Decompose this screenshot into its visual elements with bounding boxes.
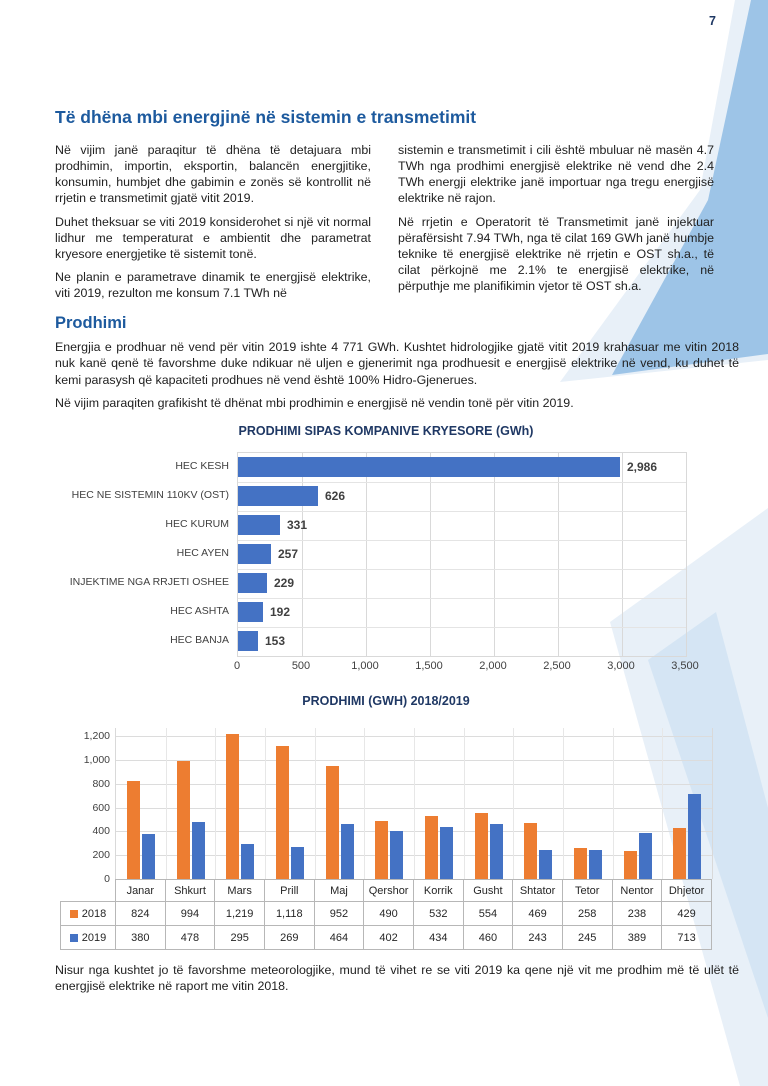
bar-2018 [673,828,686,879]
value-label: 153 [265,634,286,648]
subsection-title: Prodhimi [55,314,127,332]
closing-paragraph: Nisur nga kushtet jo të favorshme meteorologjike, mund të vihet re se viti 2019 ka qene një vit me prodhim më të ulët të energjisë elektrike në raport me vitin 2018. [55,963,739,994]
value-cell: 952 [314,902,364,926]
value-cell: 1,219 [215,902,265,926]
x-axis-tick-label: 0 [233,660,241,672]
companies-bar-chart [55,424,717,692]
bar-2019 [291,847,304,879]
x-axis-tick-label: 1,500 [415,660,443,672]
bar-2019 [688,794,701,879]
chart-title: PRODHIMI (GWH) 2018/2019 [302,694,470,708]
paragraph: Në vijim janë paraqitur të dhëna të detajuara mbi prodhimin, importin, eksportin, balancën energjitike, konsumin, humbjet dhe gabimin e zonës së kontrollit në rrjetin e transmetimit gjatë vitit 2019. [55,143,371,206]
legend-swatch-2019 [70,934,78,942]
bar-2018 [177,761,190,879]
value-cell: 295 [215,926,265,950]
y-axis-tick-label: 0 [104,873,110,885]
paragraph: Në vijim paraqiten grafikisht të dhënat mbi prodhimin e energjisë në vendin tonë për vitin 2019. [55,396,574,411]
table-row [61,926,712,950]
month-header-cell: Korrik [413,880,463,902]
bar-2018 [127,781,140,879]
paragraph: sistemin e transmetimit i cili është mbuluar në masën 4.7 TWh nga prodhimi energjisë elektrike në vend dhe 2.4 TWh energji elektrike janë importuar nga tregu energjisë elektrike në rajon. [398,143,714,206]
prodhimi-paragraphs [55,339,739,419]
gridline-vertical [166,728,167,879]
value-cell: 258 [562,902,612,926]
bar [238,486,318,506]
x-axis-tick-label: 3,000 [607,660,635,672]
y-axis-tick-label: 1,200 [83,730,110,742]
gridline-vertical [302,453,303,656]
bar-2018 [276,746,289,879]
y-axis-tick-label: 1,000 [83,753,110,766]
month-header-cell: Gusht [463,880,513,902]
gridline-vertical [662,728,663,879]
gridline-vertical [558,453,559,656]
y-axis-tick-label: 400 [92,825,110,838]
gridline-horizontal [238,627,686,628]
value-cell: 402 [364,926,414,950]
bar [238,544,271,564]
gridline-vertical [513,728,514,879]
gridline-vertical [622,453,623,656]
x-axis-tick-label: 2,500 [543,660,571,672]
x-axis [233,660,699,676]
month-header-cell: Nentor [612,880,662,902]
value-cell: 1,118 [264,902,314,926]
bar-2019 [241,844,254,879]
gridline-horizontal [238,598,686,599]
gridline-vertical [364,728,365,879]
bar-2019 [341,824,354,879]
gridline-horizontal [238,482,686,483]
table-row [61,902,712,926]
gridline-vertical [265,728,266,879]
x-axis-tick-label: 2,000 [479,660,507,672]
value-cell: 429 [662,902,712,926]
value-label: 331 [287,518,308,532]
month-header-cell: Shkurt [165,880,215,902]
text-column-left [55,142,371,308]
page-number: 7 [709,14,716,28]
table-header-row [61,880,712,902]
month-header-cell: Shtator [513,880,563,902]
value-cell: 460 [463,926,513,950]
section-title: Të dhëna mbi energjinë në sistemin e transmetimit [55,107,477,127]
value-cell: 994 [165,902,215,926]
value-cell: 478 [165,926,215,950]
value-cell: 389 [612,926,662,950]
bar-2018 [624,851,637,879]
category-axis [55,452,229,655]
gridline-vertical [366,453,367,656]
value-cell: 532 [413,902,463,926]
value-label: 626 [325,489,346,503]
gridline-vertical [414,728,415,879]
bar [238,573,267,593]
gridline-vertical [494,453,495,656]
paragraph: Ne planin e parametrave dinamik te energjisë elektrike, viti 2019, rezulton me konsum 7.1 TWh në [55,269,371,300]
bar-2018 [524,823,537,879]
bar-2019 [639,833,652,879]
legend-cell: 2019 [61,926,116,950]
monthly-production-chart [55,694,717,950]
bar [238,602,263,622]
bar-2019 [142,834,155,879]
gridline-vertical [430,453,431,656]
bar-2019 [539,850,552,879]
bar-2018 [226,734,239,879]
month-header-cell: Qershor [364,880,414,902]
value-label: 257 [278,547,299,561]
y-axis-tick-label: 600 [92,801,110,814]
intro-text-columns [55,142,715,308]
gridline-horizontal [238,569,686,570]
chart-title: PRODHIMI SIPAS KOMPANIVE KRYESORE (GWh) [238,424,534,438]
month-header-cell: Tetor [562,880,612,902]
month-header-cell: Mars [215,880,265,902]
paragraph: Energjia e prodhuar në vend për vitin 2019 ishte 4 771 GWh. Kushtet hidrologjike gjatë vitit 2019 krahasuar me vitin 2018 nuk kanë qenë të favorshme duke ndikuar në uljen e gjenerimit nga prodhuesit e energjisë elektrike në vend, ku duhet të kemi parasysh që kapaciteti prodhues në vend është 100% Hidro-Gjenerues. [55,340,739,387]
value-cell: 554 [463,902,513,926]
y-axis-tick-label: 800 [92,777,110,790]
category-label: HEC ASHTA [170,605,229,617]
legend-swatch-2018 [70,910,78,918]
value-cell: 713 [662,926,712,950]
gridline-vertical [215,728,216,879]
value-cell: 245 [562,926,612,950]
bar [238,631,258,651]
value-cell: 238 [612,902,662,926]
value-cell: 469 [513,902,563,926]
bar-2018 [326,766,339,879]
x-axis-tick-label: 500 [291,660,311,672]
category-label: INJEKTIME NGA RRJETI OSHEE [69,576,229,588]
bar-2019 [589,850,602,879]
text-column-right [398,142,714,308]
value-cell: 380 [116,926,166,950]
gridline-vertical [315,728,316,879]
month-header-cell: Dhjetor [662,880,712,902]
chart-body [55,452,717,692]
value-label: 192 [270,605,291,619]
plot-area [83,728,713,885]
y-axis-tick-label: 200 [92,849,110,862]
month-header-cell: Maj [314,880,364,902]
category-label: HEC KURUM [165,518,229,530]
category-label: HEC AYEN [176,547,229,559]
value-label: 2,986 [627,460,658,474]
legend-cell: 2018 [61,902,116,926]
gridline-vertical [464,728,465,879]
bar-2018 [375,821,388,879]
x-axis-tick-label: 3,500 [671,660,699,672]
table-corner-cell [61,880,116,902]
value-cell: 269 [264,926,314,950]
gridline-vertical [613,728,614,879]
category-label: HEC NE SISTEMIN 110KV (OST) [71,489,229,501]
bar [238,457,620,477]
category-label: HEC KESH [175,460,229,472]
bar-2018 [574,848,587,879]
bar-2019 [192,822,205,879]
value-cell: 434 [413,926,463,950]
value-cell: 464 [314,926,364,950]
value-cell: 490 [364,902,414,926]
category-label: HEC BANJA [170,634,229,646]
data-table [60,879,712,950]
bar-2019 [390,831,403,879]
value-label: 229 [274,576,295,590]
bar-2018 [425,816,438,879]
x-axis-tick-label: 1,000 [351,660,379,672]
paragraph: Në rrjetin e Operatorit të Transmetimit janë injektuar përafërsisht 7.94 TWh, nga të cilat 169 GWh janë humbje teknike të energjisë elektrike në rrjetin e OST sh.a., të cilat përkojnë me 2.1% te energjisë elektrike, në përputhje me planifikimin vjetor të OST sh.a. [398,214,714,293]
gridline-horizontal [238,540,686,541]
gridline-vertical [563,728,564,879]
month-header-cell: Prill [264,880,314,902]
bar [238,515,280,535]
bar-2018 [475,813,488,879]
bar-2019 [440,827,453,879]
value-cell: 824 [116,902,166,926]
value-cell: 243 [513,926,563,950]
bar-2019 [490,824,503,879]
month-header-cell: Janar [116,880,166,902]
plot-area [237,452,687,657]
paragraph: Duhet theksuar se viti 2019 konsiderohet si një vit normal lidhur me temperaturat e ambientit dhe parametrat kryesore energjetike të sistemit tonë. [55,214,371,261]
